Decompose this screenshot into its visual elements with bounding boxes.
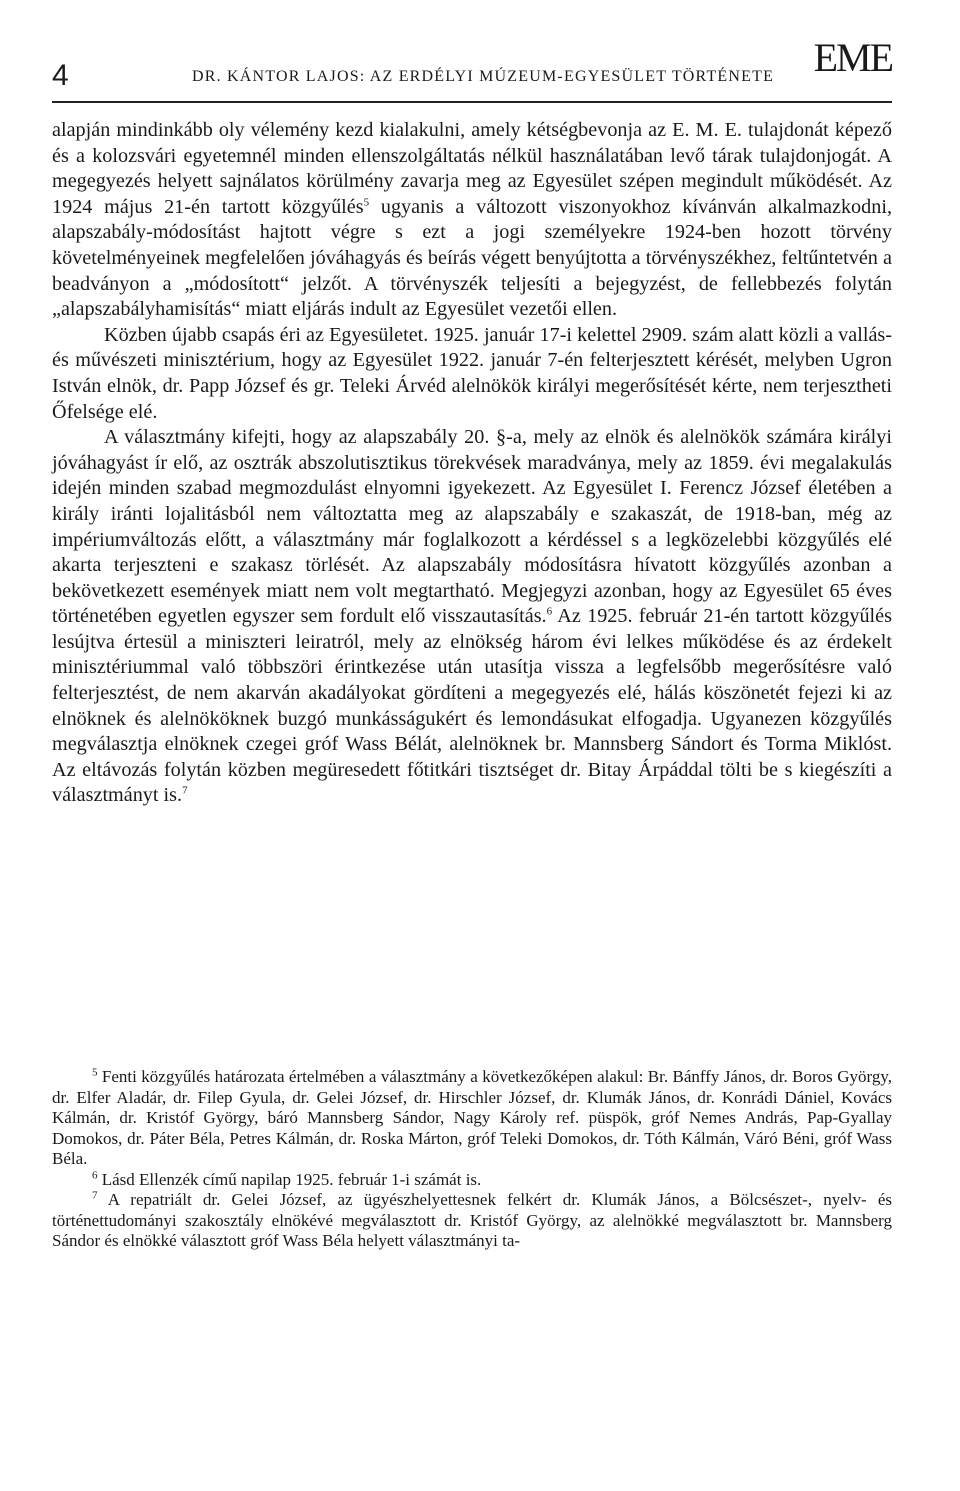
- footnote-6: [52, 1170, 892, 1191]
- paragraph-1: [52, 118, 892, 323]
- footnote-7: [52, 1190, 892, 1252]
- footnote-text: Fenti közgyűlés határozata értelmében a választmány a következőképen alakul: Br. Bánffy János, dr. Boros György, dr. Elfer Aladár, dr. Filep Gyula, dr. Gelei József, dr. Hirschler József, dr. Klumák János, dr. Konrádi Dániel, Kovács Kálmán, dr. Kristóf György, báró Mannsberg Sándor, Nagy Károly ref. püspök, gróf Nemes András, Pap-Gyallay Domokos, dr. Páter Béla, Petres Kálmán, dr. Roska Márton, gróf Teleki Domokos, dr. Tóth Kálmán, Váró Béni, gróf Wass Béla.: [52, 1067, 892, 1168]
- paragraph-3-cont: Az 1925. február 21-én tartott közgyűlés lesújtva értesül a miniszteri leiratról, mely az elnökség három évi lelkes működése és az érdekelt minisztériummal való többszöri érintkezése után utasítja vissza a legfelsőbb megerősítésre való felterjesztést, de nem akarván akadályokat gördíteni a megegyezés elé, hálás köszönetét fejezi ki az elnöknek és alelnököknek buzgó munkásságukért és lemondásukat elfogadja. Ugyanezen közgyűlés megválasztja elnöknek czegei gróf Wass Bélát, alelnöknek br. Mannsberg Sándort és Torma Miklóst. Az eltávozás folytán közben megüresedett főtitkári tisztséget dr. Bitay Árpáddal tölti be s kiegészíti a választmányt is.: [52, 605, 892, 807]
- footnotes: [52, 1067, 892, 1252]
- footnote-ref-5: 5: [363, 196, 370, 209]
- paragraph-2: Közben újabb csapás éri az Egyesületet. 1925. január 17-i kelettel 2909. szám alatt közli a vallás- és művészeti minisztérium, hogy az Egyesület 1922. január 7-én felterjesztett kérését, melyben Ugron István elnök, dr. Papp József és gr. Teleki Árvéd alelnökök királyi megerősítését kérte, nem terjesztheti Őfelsége elé.: [52, 323, 892, 423]
- page-header: [52, 35, 892, 102]
- eme-logo: EME: [813, 35, 892, 80]
- header-rule: [52, 101, 892, 103]
- body-text: [52, 118, 892, 809]
- footnote-5: [52, 1067, 892, 1170]
- running-title: DR. KÁNTOR LAJOS: AZ ERDÉLYI MÚZEUM-EGYESÜLET TÖRTÉNETE: [192, 68, 775, 85]
- paragraph-3: [52, 425, 892, 809]
- footnote-mark: 6: [92, 1168, 98, 1181]
- footnote-text: A repatriált dr. Gelei József, az ügyészhelyettesnek felkért dr. Klumák János, a Bölcsészet-, nyelv- és történettudományi szakosztály elnökévé megválasztott dr. Kristóf György, az alelnökké megválasztott br. Mannsberg Sándor és elnökké választott gróf Wass Béla helyett választmányi ta-: [52, 1190, 892, 1250]
- page-number: 4: [52, 59, 69, 92]
- footnote-mark: 7: [92, 1189, 98, 1202]
- paragraph-1-text: alapján mindinkább oly vélemény kezd kialakulni, amely kétségbevonja az E. M. E. tulajdonát képező és a kolozsvári egyetemnél minden ellenszolgáltatás nélkül használatában levő tárak tulajdonjogát. A megegyezés helyett sajnálatos körülmény zavarja meg az Egyesület szépen megindult működését. Az 1924 május 21-én tartott közgyűlés: [52, 119, 892, 218]
- footnote-ref-6: 6: [546, 605, 553, 618]
- paragraph-3-text: A választmány kifejti, hogy az alapszabály 20. §-a, mely az elnök és alelnökök számára királyi jóváhagyást ír elő, az osztrák abszolutisztikus törekvések maradványa, mely az 1859. évi megalakulás idején minden szabad megmozdulást elnyomni igyekezett. Az Egyesület I. Ferencz József életében a király iránti lojalitásból nem változtatta meg az alapszabály e szakaszát, de 1918-ban, még az impériumváltozás előtt, a választmány már foglalkozott a kérdéssel s a legközelebbi közgyűlés elé akarta terjeszteni e szakasz törlését. Az alapszabály módosításra hívatott közgyűlés azonban a bekövetkezett események miatt nem volt megtartható. Megjegyzi azonban, hogy az Egyesület 65 éves történetében egyetlen egyszer sem fordult elő visszautasítás.: [52, 426, 892, 628]
- footnote-text: Lásd Ellenzék című napilap 1925. február 1-i számát is.: [97, 1169, 482, 1189]
- footnote-mark: 5: [92, 1066, 98, 1079]
- footnote-ref-7: 7: [182, 784, 188, 797]
- paragraph-1-cont: ugyanis a változott viszonyokhoz kívánván alkalmazkodni, alapszabály-módosítást hajtott végre s ezt a jogi személyekre 1924-ben hozott törvény követelményeinek megfelelően jóváhagyás és beírás végett benyújtotta a törvényszékhez, feltűntetvén a beadványon a „módosított“ jelzőt. A törvényszék teljesíti a bejegyzést, de fellebbezés folytán „alapszabályhamisítás“ miatt eljárás indult az Egyesület vezetői ellen.: [52, 195, 892, 321]
